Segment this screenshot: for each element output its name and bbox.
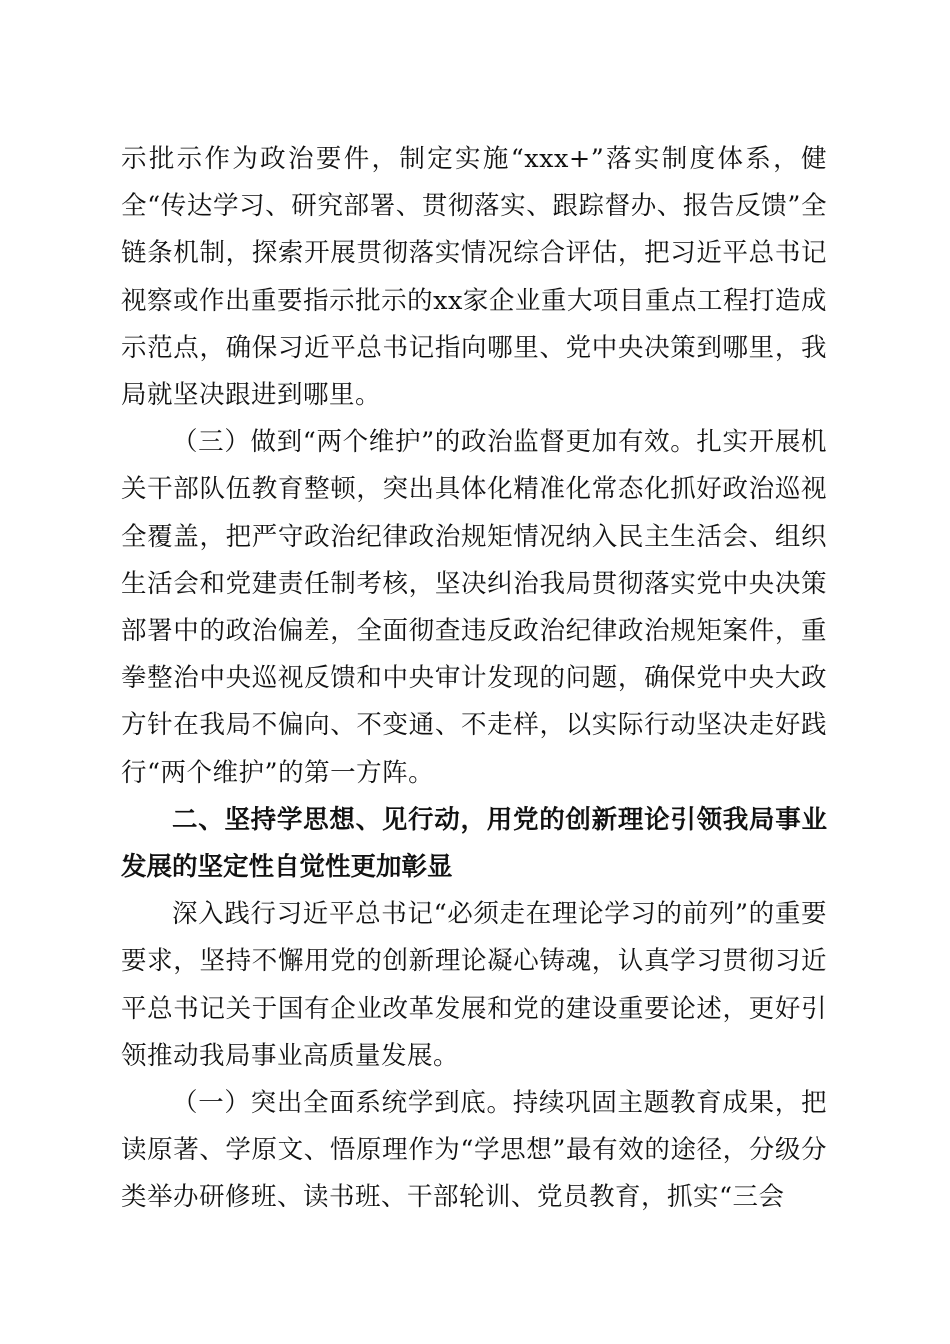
paragraph-continuation: 示批示作为政治要件，制定实施“xxx+”落实制度体系，健全“传达学习、研究部署、贯彻落实、跟踪督办、报告反馈”全链条机制，探索开展贯彻落实情况综合评估，把习近平总书记视察或作出重要指示批示的xx家企业重大项目重点工程打造成示范点，确保习近平总书记指向哪里、党中央决策到哪里，我局就坚决跟进到哪里。 bbox=[121, 144, 827, 411]
paragraph-subsection-1: （一）突出全面系统学到底。持续巩固主题教育成果，把读原著、学原文、悟原理作为“学思想”最有效的途径，分级分类举办研修班、读书班、干部轮训、党员教育，抓实“三会 bbox=[121, 1088, 827, 1213]
paragraph-section-3: （三）做到“两个维护”的政治监督更加有效。扎实开展机关干部队伍教育整顿，突出具体化精准化常态化抓好政治巡视全覆盖，把严守政治纪律政治规矩情况纳入民主生活会、组织生活会和党建责任制考核，坚决纠治我局贯彻落实党中央决策部署中的政治偏差，全面彻查违反政治纪律政治规矩案件，重拳整治中央巡视反馈和中央审计发现的问题，确保党中央大政方针在我局不偏向、不变通、不走样，以实际行动坚决走好践行“两个维护”的第一方阵。 bbox=[121, 427, 827, 788]
section-heading-2: 二、坚持学思想、见行动，用党的创新理论引领我局事业发展的坚定性自觉性更加彰显 bbox=[121, 804, 827, 883]
document-body bbox=[121, 136, 827, 1222]
paragraph-section-2-intro: 深入践行习近平总书记“必须走在理论学习的前列”的重要要求，坚持不懈用党的创新理论凝心铸魂，认真学习贯彻习近平总书记关于国有企业改革发展和党的建设重要论述，更好引领推动我局事业高质量发展。 bbox=[121, 899, 827, 1071]
